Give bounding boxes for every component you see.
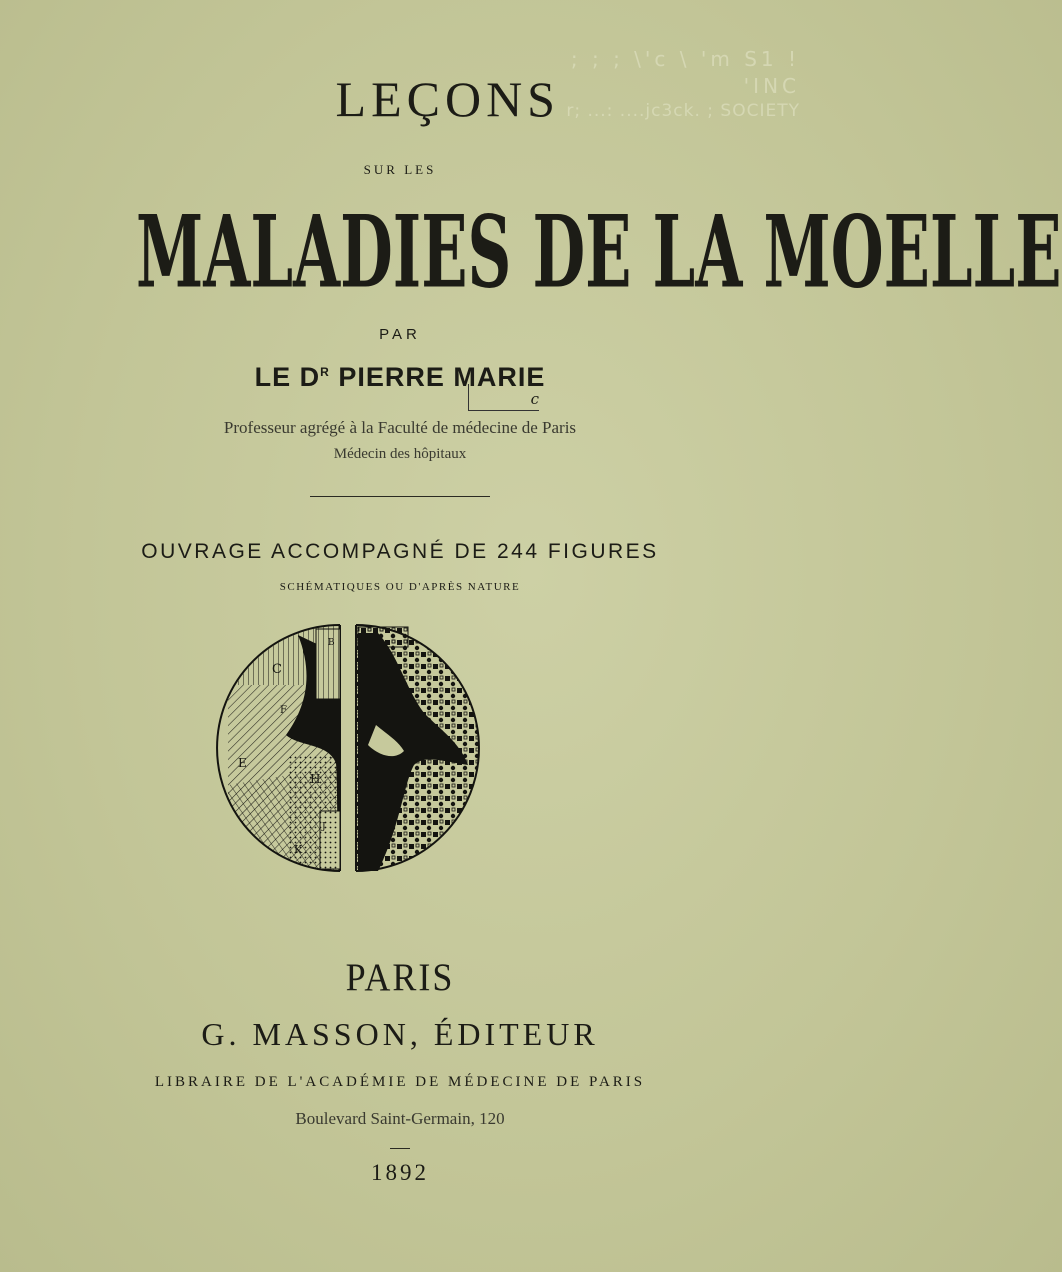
- author-sup: R: [320, 365, 330, 379]
- figures-subnote: SCHÉMATIQUES OU D'APRÈS NATURE: [279, 581, 521, 593]
- library-stamp: [520, 46, 800, 123]
- by-label: PAR: [379, 326, 421, 343]
- right-half-schematic: [356, 615, 486, 881]
- figure-label-c: C: [272, 662, 282, 677]
- handwritten-mark: [468, 384, 539, 411]
- author-line: [0, 362, 800, 393]
- figure-label-f: F: [280, 705, 287, 716]
- author-prefix: LE D: [254, 362, 321, 392]
- publication-year: 1892: [371, 1160, 429, 1185]
- heading-sur-les: SUR LES: [363, 162, 437, 177]
- figure-label-e: E: [238, 756, 247, 770]
- figure-label-k: K: [294, 843, 303, 856]
- stamp-line-2: r; ...: ....jc3ck. ; SOCIETY: [566, 101, 800, 121]
- author-position: Médecin des hôpitaux: [333, 446, 467, 462]
- publication-city: PARIS: [345, 955, 455, 999]
- publisher-address: Boulevard Saint-Germain, 120: [295, 1109, 505, 1128]
- stamp-line-1: ; ; ; \'c \ 'm S1 ! 'INC: [570, 47, 800, 98]
- figure-label-h: H: [310, 772, 321, 786]
- main-title: MALADIES DE LA MOELLE: [136, 193, 1062, 311]
- spinal-cord-illustration: [228, 615, 564, 881]
- left-half-schematic: [217, 615, 348, 885]
- publisher: G. MASSON, ÉDITEUR: [201, 1016, 599, 1052]
- author-title: Professeur agrégé à la Faculté de médecine de Paris: [223, 418, 577, 437]
- figure-label-b: B: [328, 638, 335, 648]
- figures-note: OUVRAGE ACCOMPAGNÉ DE 244 FIGURES: [141, 540, 659, 563]
- handwritten-letter: c: [530, 390, 539, 408]
- publisher-description: LIBRAIRE DE L'ACADÉMIE DE MÉDECINE DE PARIS: [154, 1074, 646, 1090]
- heading-lecons: LEÇONS: [335, 71, 560, 127]
- short-rule: [390, 1148, 410, 1149]
- figure-label-j: J: [322, 822, 326, 832]
- author-name: PIERRE MARIE: [338, 362, 546, 392]
- divider-rule: [310, 496, 490, 497]
